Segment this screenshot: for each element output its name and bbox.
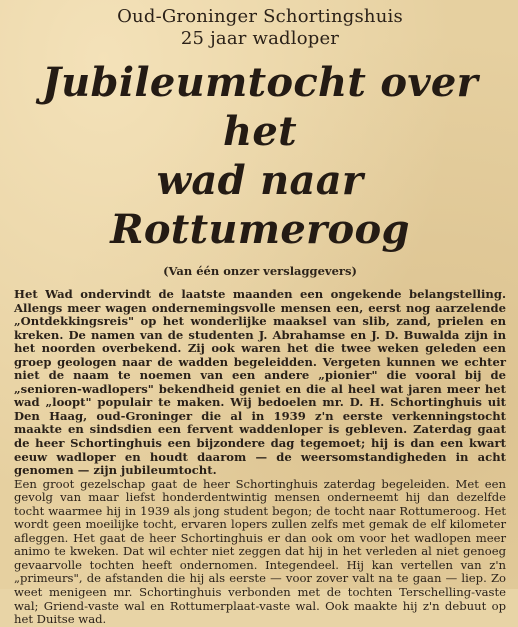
kicker-line-2: 25 jaar wadloper <box>180 28 340 49</box>
headline-line-2: wad naar Rottumeroog <box>110 157 410 253</box>
headline-line-1: Jubileumtocht over het <box>41 59 479 155</box>
byline: (Van één onzer verslaggevers) <box>163 264 357 278</box>
lead-paragraph: Het Wad ondervindt de laatste maanden een ongekende belangstelling. Allengs meer wagen ondernemingsvolle mensen een, eerst nog aarzelende „Ontdekkingsreis" op het wonderlijke maaksel van slib, zand, prielen en kreken. De namen van de studenten J. Abrahamse en J. D. Buwalda zijn in het noorden overbekend. Zij ook waren het die twee weken geleden een groep geologen naar de wadden begeleidden. Vergeten kunnen we echter niet de naam te noemen van een andere „pionier" die vooral bij de „senioren-wadlopers" bekendheid geniet en die al heel wat jaren meer het wad „loopt" populair te maken. Wij bedoelen mr. D. H. Schortinghuis uit Den Haag, oud-Groninger die al in 1939 z'n eerste verkenningstocht maakte en sindsdien een fervent waddenloper is gebleven. Zaterdag gaat de heer Schortinghuis een bijzondere dag tegemoet; hij is dan een kwart eeuw wadloper en houdt daarom — de weersomstandigheden in acht genomen — zijn jubileumtocht. <box>14 287 506 478</box>
article-body <box>14 288 506 627</box>
kicker-line-1: Oud-Groninger Schortingshuis <box>117 6 403 27</box>
body-paragraph: Een groot gezelschap gaat de heer Schortinghuis zaterdag begeleiden. Met een gevolg van maar liefst honderdentwintig mensen onderneemt hij dan dezelfde tocht waarmee hij in 1939 als jong student begon; de tocht naar Rottumeroog. Het wordt geen moeilijke tocht, ervaren lopers zullen zelfs met gemak de elf kilometer afleggen. Het gaat de heer Schortinghuis er dan ook om voor het wadlopen meer animo te kweken. Dat wil echter niet zeggen dat hij in het verleden al niet genoeg gevaarvolle tochten heeft ondernomen. Integendeel. Hij kan vertellen van z'n „primeurs", de afstanden die hij als eerste — voor zover valt na te gaan — liep. Zo weet menigeen mr. Schortinghuis verbonden met de tochten Terschelling-vaste wal; Griend-vaste wal en Rottumerplaat-vaste wal. Ook maakte hij z'n debuut op het Duitse wad. <box>14 476 506 627</box>
headline <box>14 58 506 254</box>
